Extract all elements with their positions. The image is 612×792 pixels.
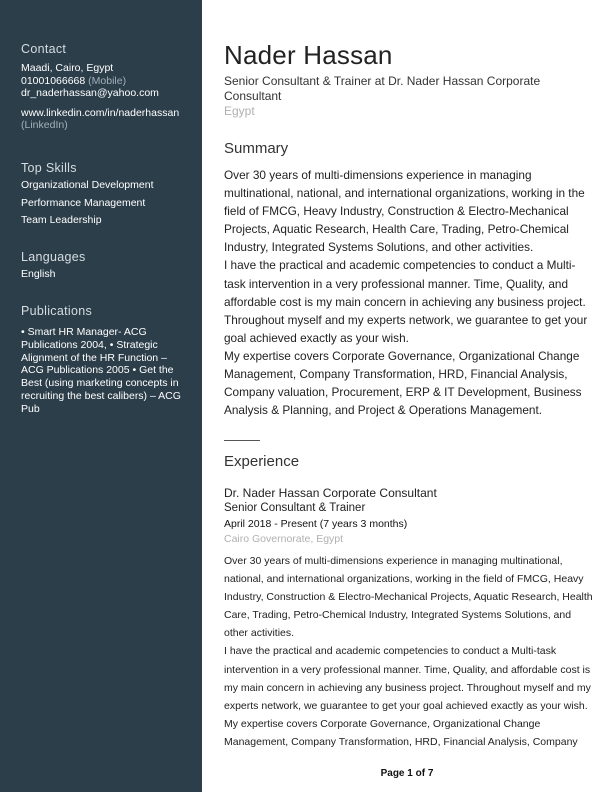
languages-section (21, 250, 191, 284)
job-title: Senior Consultant & Trainer (224, 502, 366, 514)
skill-item: Organizational Development (21, 179, 154, 191)
job-dates: April 2018 - Present (7 years 3 months) (224, 518, 408, 530)
summary-body (224, 166, 596, 419)
contact-linkedin[interactable]: www.linkedin.com/in/naderhassan (21, 106, 180, 119)
publications-section (21, 304, 191, 416)
languages-heading: Languages (21, 250, 86, 264)
summary-paragraph: Over 30 years of multi-dimensions experience in managing multinational, national, and international organizations, working in the field of FMCG, Heavy Industry, Construction & Electro-Mechanical Projects, Aquatic Research, Health Care, Trading, Petro-Chemical Industry, Integrated Systems Solutions, and other activities. (224, 168, 585, 255)
skill-item: Team Leadership (21, 214, 102, 226)
profile-name: Nader Hassan (224, 40, 393, 70)
contact-phone-row (21, 75, 191, 88)
contact-address: Maadi, Cairo, Egypt (21, 62, 114, 74)
job-paragraph: Over 30 years of multi-dimensions experience in managing multinational, national, and international organizations, working in the field of FMCG, Heavy Industry, Construction & Electro-Mechanical Projects, Aquatic Research, Health Care, Trading, Petro-Chemical Industry, Integrated Systems Solutions, and other activities. (224, 555, 593, 640)
contact-linkedin-label: (LinkedIn) (21, 119, 68, 131)
experience-heading: Experience (224, 453, 300, 470)
publications-text: • Smart HR Manager- ACG Publications 2004, • Strategic Alignment of the HR Function – ACG Publications 2005 • Get the Best (using marketing concepts in recruiting the best calibers) – ACG Pub (21, 326, 181, 415)
job-location: Cairo Governorate, Egypt (224, 533, 344, 545)
contact-email[interactable]: dr_naderhassan@yahoo.com (21, 87, 159, 99)
publications-heading: Publications (21, 304, 93, 318)
summary-heading: Summary (224, 140, 289, 157)
job-paragraph: I have the practical and academic competencies to conduct a Multi-task intervention in a very professional manner. Time, Quality, and affordable cost is my main concern in achieving any business project. Throughout myself and my experts network, we guarantee to get your goal achieved exactly as your wish. (224, 645, 591, 712)
job-description (224, 552, 596, 751)
language-item: English (21, 268, 56, 280)
contact-section (21, 42, 191, 132)
skill-item: Performance Management (21, 196, 146, 209)
profile-headline: Senior Consultant & Trainer at Dr. Nader Hassan Corporate Consultant (224, 74, 541, 103)
top-skills-heading: Top Skills (21, 161, 77, 175)
page-number: Page 1 of 7 (380, 768, 434, 779)
contact-phone-label: (Mobile) (88, 74, 127, 87)
job-paragraph: My expertise covers Corporate Governance, Organizational Change Management, Company Transformation, HRD, Financial Analysis, Company (224, 717, 578, 748)
contact-heading: Contact (21, 42, 67, 56)
summary-paragraph: I have the practical and academic competencies to conduct a Multi-task intervention in a very professional manner. Time, Quality, and affordable cost is my main concern in achieving any business project. Throughout myself and my experts network, we guarantee to get your goal achieved exactly as your wish. (224, 258, 588, 345)
section-divider (224, 440, 260, 441)
summary-paragraph: My expertise covers Corporate Governance, Organizational Change Management, Company Transformation, HRD, Financial Analysis, Company valuation, Procurement, ERP & IT Development, Business Analysis & Planning, and Project & Operations Management. (224, 348, 582, 418)
sidebar (0, 0, 202, 792)
job-company: Dr. Nader Hassan Corporate Consultant (224, 486, 437, 500)
contact-phone: 01001066668 (21, 74, 86, 87)
profile-location: Egypt (224, 104, 255, 118)
top-skills-section (21, 161, 191, 230)
